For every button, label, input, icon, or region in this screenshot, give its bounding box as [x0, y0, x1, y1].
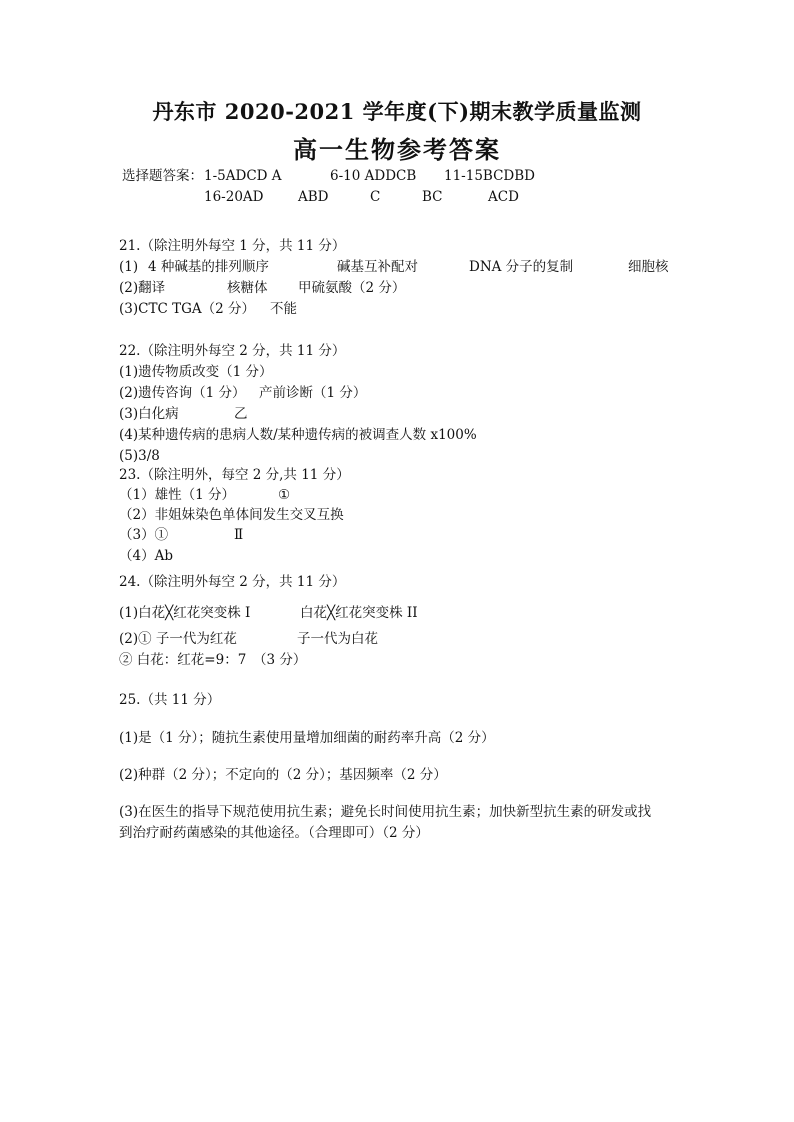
q21-part3-answer-a: (3)CTC TGA（2 分） [119, 301, 255, 317]
choice-answer-22: C [370, 189, 381, 205]
choice-answer-16-20: 16-20AD [204, 189, 264, 205]
q24-part2-answer-c: ② 白花：红花=9：7 （3 分） [119, 652, 307, 668]
choice-label: 选择题答案： [122, 168, 203, 184]
q25-part3-line2: 到治疗耐药菌感染的其他途径。（合理即可）（2 分） [119, 825, 429, 841]
q21-part1-label: (1) [119, 259, 139, 275]
q21-part1-answer-d: 细胞核 [628, 259, 669, 275]
q24-heading: 24.（除注明外每空 2 分，共 11 分） [119, 574, 346, 590]
q24-part2-answer-b: 子一代为白花 [297, 631, 378, 647]
q23-part2: （2）非姐妹染色单体间发生交叉互换 [119, 507, 344, 523]
choice-answer-1-5: 1-5ADCD A [204, 168, 282, 184]
q22-part2-answer-b: 产前诊断（1 分） [259, 385, 367, 401]
q25-part1: (1)是（1 分）；随抗生素使用量增加细菌的耐药率升高（2 分） [119, 730, 495, 746]
q22-part5: (5)3/8 [119, 448, 160, 464]
answer-key-title: 高一生物参考答案 [293, 135, 501, 164]
q22-part4: (4)某种遗传病的患病人数/某种遗传病的被调查人数 x100% [119, 427, 477, 443]
q25-part2: (2)种群（2 分）；不定向的（2 分）；基因频率（2 分） [119, 767, 447, 783]
q23-part1-answer-b: ① [278, 487, 291, 503]
q22-part2-answer-a: (2)遗传咨询（1 分） [119, 385, 246, 401]
q21-part1-answer-a: 4 种碱基的排列顺序 [148, 259, 269, 275]
choice-answer-23: BC [422, 189, 443, 205]
q22-part3-answer-a: (3)白化病 [119, 406, 179, 422]
q23-part3-answer-b: Ⅱ [234, 527, 244, 543]
choice-answer-21: ABD [298, 189, 329, 205]
q24-part1-answer-a: (1)白花╳红花突变株 I [119, 605, 251, 621]
q21-heading: 21.（除注明外每空 1 分，共 11 分） [119, 238, 346, 254]
q23-part1-answer-a: （1）雄性（1 分） [119, 487, 235, 503]
q21-part1-answer-b: 碱基互补配对 [337, 259, 418, 275]
q22-heading: 22.（除注明外每空 2 分，共 11 分） [119, 343, 346, 359]
q24-part1-answer-b: 白花╳红花突变株 II [300, 605, 418, 621]
q25-heading: 25.（共 11 分） [119, 692, 221, 708]
q24-part2-answer-a: (2)① 子一代为红花 [119, 631, 237, 647]
q21-part2-answer-c: 甲硫氨酸（2 分） [298, 280, 406, 296]
choice-answer-24: ACD [488, 189, 519, 205]
q21-part1-answer-c: DNA 分子的复制 [469, 259, 574, 275]
q21-part2-answer-a: (2)翻译 [119, 280, 166, 296]
q21-part2-answer-b: 核糖体 [227, 280, 268, 296]
q22-part1: (1)遗传物质改变（1 分） [119, 364, 273, 380]
q23-part3-answer-a: （3）① [119, 527, 169, 543]
q21-part3-answer-b: 不能 [270, 301, 297, 317]
q22-part3-answer-b: 乙 [234, 406, 248, 422]
choice-answer-6-10: 6-10 ADDCB [330, 168, 417, 184]
q23-heading: 23.（除注明外，每空 2 分,共 11 分） [119, 467, 350, 483]
q25-part3-line1: (3)在医生的指导下规范使用抗生素；避免长时间使用抗生素；加快新型抗生素的研发或找 [119, 804, 652, 820]
q23-part4: （4）Ab [119, 548, 173, 564]
choice-answer-11-15: 11-15BCDBD [444, 168, 535, 184]
exam-title: 丹东市 2020-2021 学年度(下)期末教学质量监测 [152, 99, 642, 124]
